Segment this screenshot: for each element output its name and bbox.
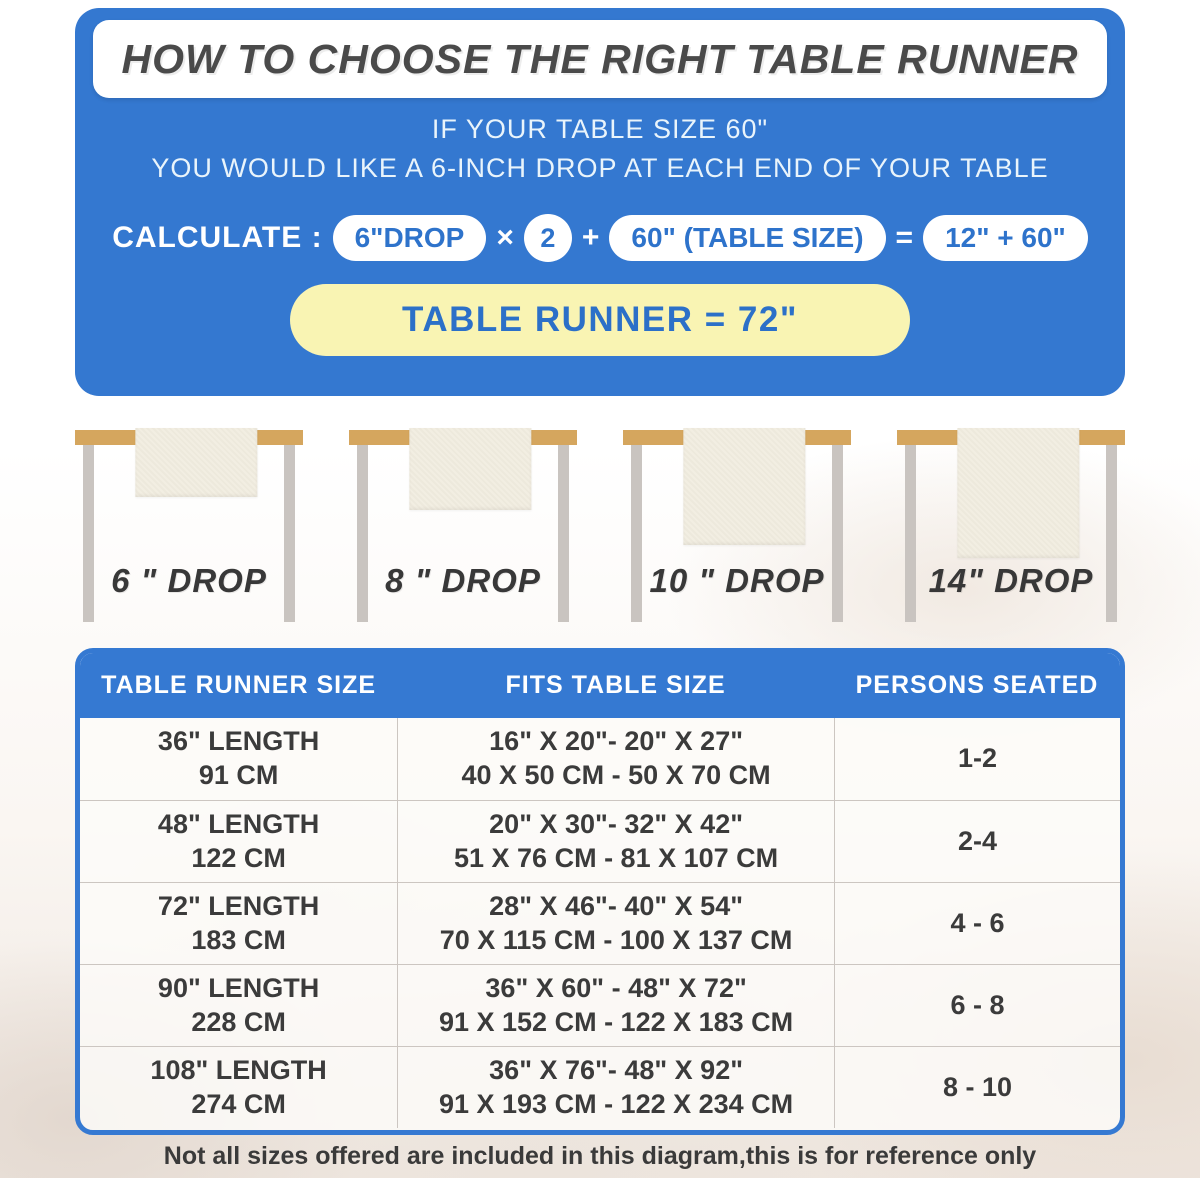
size-reference-table bbox=[75, 648, 1125, 1135]
runner-cm: 228 CM bbox=[191, 1006, 286, 1037]
runner-inches: 90" LENGTH bbox=[157, 972, 320, 1003]
persons-seated: 4 - 6 bbox=[950, 907, 1005, 938]
table-row bbox=[80, 964, 1120, 1046]
persons-cell bbox=[834, 718, 1120, 800]
fits-cm: 51 X 76 CM - 81 X 107 CM bbox=[454, 842, 779, 873]
persons-cell bbox=[834, 965, 1120, 1046]
fits-cm: 91 X 193 CM - 122 X 234 CM bbox=[438, 1088, 794, 1119]
column-header-runner-size: TABLE RUNNER SIZE bbox=[101, 671, 377, 699]
subtitle-line-2: YOU WOULD LIKE A 6-INCH DROP AT EACH END OF YOUR TABLE bbox=[151, 153, 1049, 183]
fits-inches: 36" X 60" - 48" X 72" bbox=[485, 972, 747, 1003]
runner-drape bbox=[409, 428, 531, 510]
runner-drape bbox=[135, 428, 257, 497]
table-size-pill: 60" (TABLE SIZE) bbox=[609, 215, 885, 261]
runner-inches: 48" LENGTH bbox=[157, 808, 320, 839]
runner-size-cell bbox=[80, 801, 397, 882]
runner-cm: 183 CM bbox=[191, 924, 286, 955]
column-header-persons: PERSONS SEATED bbox=[855, 671, 1099, 699]
fits-cm: 91 X 152 CM - 122 X 183 CM bbox=[438, 1006, 794, 1037]
multiply-operator: × bbox=[496, 221, 514, 254]
drop-label: 8 " DROP bbox=[385, 562, 541, 599]
result-text: TABLE RUNNER = 72" bbox=[402, 300, 798, 339]
title-banner bbox=[93, 20, 1107, 98]
persons-seated: 2-4 bbox=[957, 825, 997, 856]
fits-size-cell bbox=[397, 883, 834, 964]
drop-illustrations bbox=[75, 430, 1125, 642]
hero-panel bbox=[75, 8, 1125, 396]
runner-size-cell bbox=[80, 965, 397, 1046]
table-row bbox=[80, 800, 1120, 882]
runner-inches: 36" LENGTH bbox=[157, 726, 320, 757]
drop-label: 10 " DROP bbox=[649, 562, 825, 599]
persons-cell bbox=[834, 883, 1120, 964]
column-header-fits-size: FITS TABLE SIZE bbox=[505, 671, 726, 699]
persons-seated: 6 - 8 bbox=[950, 989, 1005, 1020]
fits-cm: 40 X 50 CM - 50 X 70 CM bbox=[461, 760, 771, 790]
fits-size-cell bbox=[397, 801, 834, 882]
table-illustration-6-drop bbox=[75, 430, 303, 642]
runner-inches: 72" LENGTH bbox=[157, 890, 320, 921]
fits-size-cell bbox=[397, 718, 834, 800]
drop-label: 14" DROP bbox=[928, 562, 1094, 599]
table-header-row bbox=[80, 653, 1120, 718]
fits-inches: 16" X 20"- 20" X 27" bbox=[489, 726, 744, 757]
disclaimer-note: Not all sizes offered are included in this diagram,this is for reference only bbox=[163, 1142, 1037, 1170]
drop-label: 6 " DROP bbox=[111, 562, 267, 599]
runner-cm: 91 CM bbox=[198, 760, 279, 790]
runner-cm: 122 CM bbox=[191, 842, 286, 873]
plus-operator: + bbox=[581, 221, 600, 254]
subtitle-line-1: IF YOUR TABLE SIZE 60" bbox=[431, 114, 769, 144]
persons-seated: 8 - 10 bbox=[942, 1071, 1012, 1102]
fits-inches: 36" X 76"- 48" X 92" bbox=[489, 1054, 744, 1085]
result-pill bbox=[290, 284, 910, 356]
table-row bbox=[80, 718, 1120, 800]
persons-cell bbox=[834, 1047, 1120, 1128]
table-row bbox=[80, 1046, 1120, 1128]
runner-size-cell bbox=[80, 718, 397, 800]
fits-inches: 20" X 30"- 32" X 42" bbox=[489, 808, 744, 839]
page-title: HOW TO CHOOSE THE RIGHT TABLE RUNNER bbox=[121, 35, 1079, 82]
table-illustration-8-drop bbox=[349, 430, 577, 642]
sum-pill: 12" + 60" bbox=[923, 215, 1088, 261]
runner-cm: 274 CM bbox=[191, 1088, 286, 1119]
persons-cell bbox=[834, 801, 1120, 882]
fits-cm: 70 X 115 CM - 100 X 137 CM bbox=[439, 924, 793, 955]
persons-seated: 1-2 bbox=[957, 743, 997, 774]
runner-drape bbox=[683, 428, 805, 545]
calculate-label: CALCULATE : bbox=[112, 221, 323, 254]
fits-size-cell bbox=[397, 1047, 834, 1128]
table-row bbox=[80, 882, 1120, 964]
fits-inches: 28" X 46"- 40" X 54" bbox=[489, 890, 744, 921]
runner-size-cell bbox=[80, 1047, 397, 1128]
runner-drape bbox=[957, 428, 1079, 558]
table-illustration-14-drop bbox=[897, 430, 1125, 642]
calculation-row bbox=[75, 214, 1125, 262]
fits-size-cell bbox=[397, 965, 834, 1046]
equals-operator: = bbox=[895, 221, 914, 254]
factor-circle: 2 bbox=[524, 214, 572, 262]
runner-inches: 108" LENGTH bbox=[150, 1054, 327, 1085]
runner-size-cell bbox=[80, 883, 397, 964]
drop-pill: 6"DROP bbox=[333, 215, 487, 261]
table-illustration-10-drop bbox=[623, 430, 851, 642]
